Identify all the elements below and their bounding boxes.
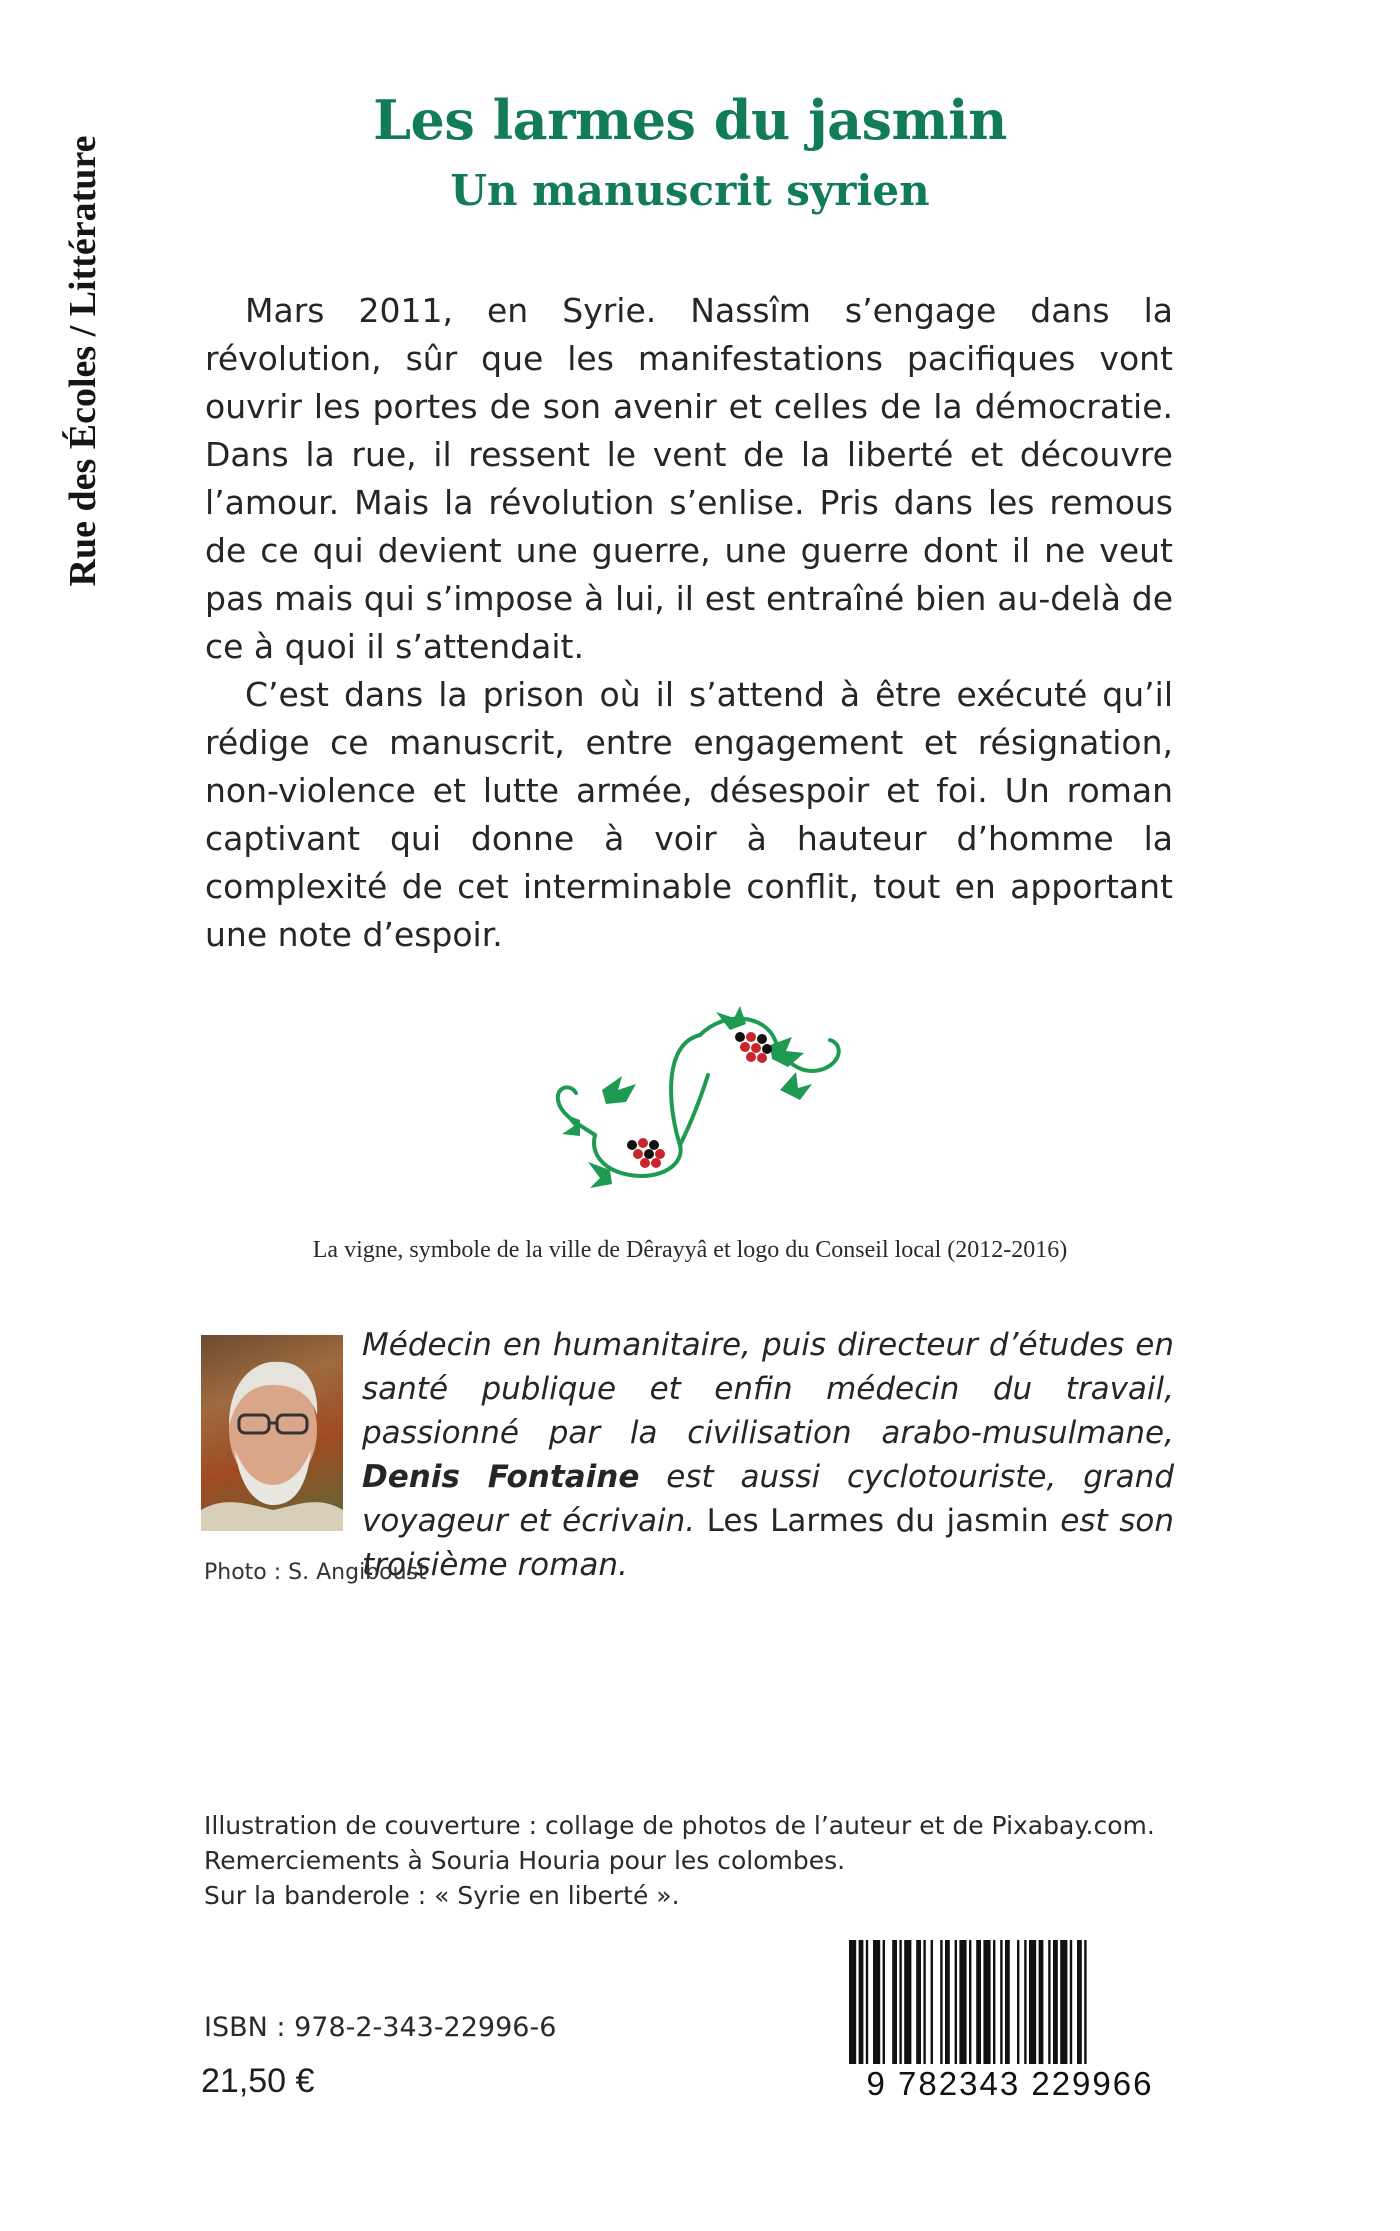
credit-line: Sur la banderole : « Syrie en liberté ». [204, 1881, 680, 1910]
cover-credits [204, 1808, 1155, 1913]
bio-text: est aussi cyclotouriste, grand voyageur et écrivain. [362, 1459, 1174, 1539]
spine-collection [58, 101, 108, 622]
book-reference: Les Larmes du jasmin [706, 1503, 1049, 1539]
author-photo [201, 1335, 343, 1531]
barcode-number: 9 782343 229966 [845, 2064, 1175, 2104]
back-cover-blurb [205, 287, 1173, 959]
book-title: Les larmes du jasmin [373, 88, 1007, 152]
bio-text: Médecin en humanitaire, puis directeur d’études en santé publique et enfin médecin du travail, passionné par la civilisation arabo-musulmane, [362, 1327, 1174, 1451]
collection-label: Rue des Écoles / Littérature [62, 135, 104, 587]
credit-line: Remerciements à Souria Houria pour les colombes. [204, 1846, 846, 1875]
bio-text: est son troisième roman. [362, 1503, 1174, 1583]
isbn: ISBN : 978-2-343-22996-6 [204, 2012, 557, 2043]
price: 21,50 € [201, 2062, 315, 2100]
vine-ornament-icon [550, 1005, 860, 1190]
book-subtitle: Un manuscrit syrien [450, 166, 930, 215]
blurb-paragraph: C’est dans la prison où il s’attend à être exécuté qu’il rédige ce manuscrit, entre engagement et résignation, non-violence et lutte armée, désespoir et foi. Un roman captivant qui donne à voir à hauteur d’homme la complexité de cet interminable conflit, tout en apportant une note d’espoir. [205, 675, 1173, 954]
blurb-paragraph: Mars 2011, en Syrie. Nassîm s’engage dans la révolution, sûr que les manifestations pacifiques vont ouvrir les portes de son avenir et celles de la démocratie. Dans la rue, il ressent le vent de la liberté et découvre l’amour. Mais la révolution s’enlise. Pris dans les remous de ce qui devient une guerre, une guerre dont il ne veut pas mais qui s’impose à lui, il est entraîné bien au-delà de ce à quoi il s’attendait. [205, 291, 1173, 666]
ornament-caption: La vigne, symbole de la ville de Dêrayyâ et logo du Conseil local (2012-2016) [312, 1237, 1068, 1263]
author-bio [362, 1323, 1174, 1587]
author-name: Denis Fontaine [362, 1459, 640, 1495]
photo-credit: Photo : S. Angiboust [204, 1560, 427, 1585]
credit-line: Illustration de couverture : collage de photos de l’auteur et de Pixabay.com. [204, 1811, 1155, 1840]
